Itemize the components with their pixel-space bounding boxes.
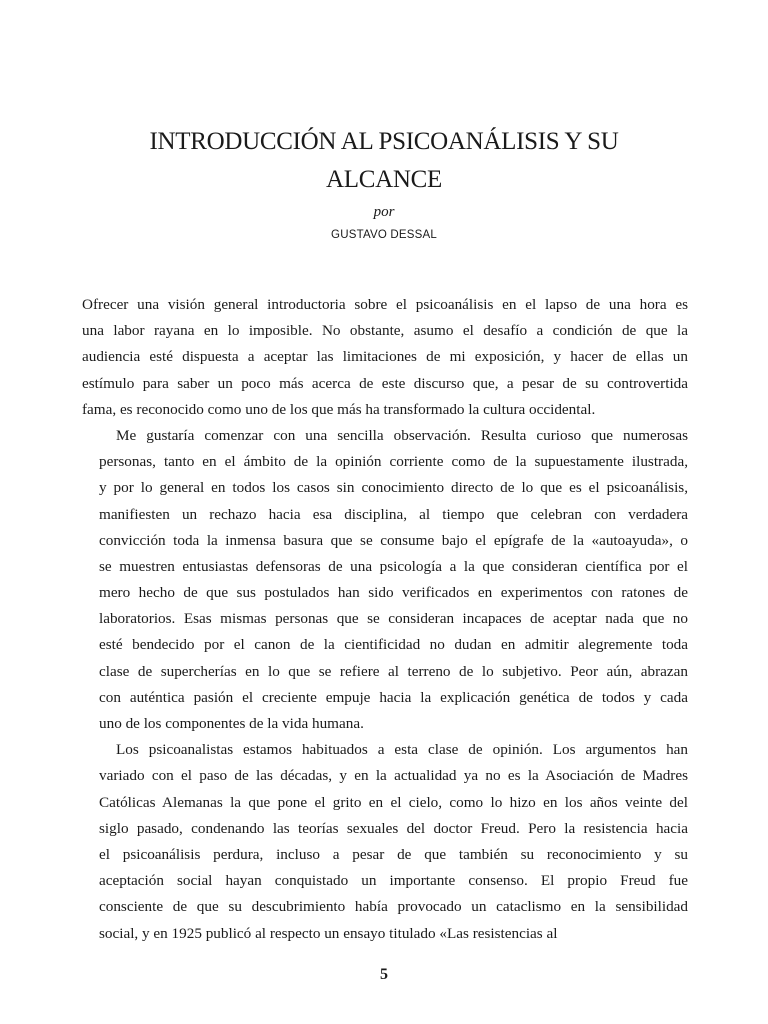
text-line: se muestren entusiastas defensoras de una psicología a la que consideran científica por el <box>99 557 688 575</box>
paragraph <box>82 423 688 737</box>
text-line: fama, es reconocido como uno de los que más ha transformado la cultura occidental. <box>82 400 596 418</box>
text-line: laboratorios. Esas mismas personas que se consideran incapaces de aceptar nada que no <box>99 610 688 628</box>
text-line: mero hecho de que sus postulados han sido verificados en experimentos con ratones de <box>99 584 688 602</box>
text-line: manifiesten un rechazo hacia esa disciplina, al tiempo que celebran con verdadera <box>99 505 688 523</box>
text-line: el psicoanálisis perdura, incluso a pesar de que también su reconocimiento y su <box>99 845 688 863</box>
text-line: esté bendecido por el canon de la cientificidad no dudan en admitir alegremente toda <box>99 636 688 654</box>
text-line: social, y en 1925 publicó al respecto un ensayo titulado «Las resistencias al <box>99 924 558 942</box>
text-line: Los psicoanalistas estamos habituados a esta clase de opinión. Los argumentos han <box>116 741 688 759</box>
text-line: con auténtica pasión el creciente empuje hacia la explicación genética de todos y cada <box>99 688 688 706</box>
text-line: y por lo general en todos los casos sin conocimiento directo de lo que es el psicoanálisis, <box>99 479 688 497</box>
title-line-2: ALCANCE <box>326 166 442 193</box>
text-line: una labor rayana en lo imposible. No obstante, asumo el desafío a condición de que la <box>82 322 688 340</box>
text-line: consciente de que su descubrimiento había provocado un cataclismo en la sensibilidad <box>99 898 688 916</box>
text-line: variado con el paso de las décadas, y en la actualidad ya no es la Asociación de Madres <box>99 767 688 785</box>
title-line-1: INTRODUCCIÓN AL PSICOANÁLISIS Y SU <box>149 128 619 155</box>
body-text <box>82 292 688 947</box>
text-line: convicción toda la inmensa basura que se consume bajo el epígrafe de la «autoayuda», o <box>99 531 688 549</box>
text-line: aceptación social hayan conquistado un importante consenso. El propio Freud fue <box>99 872 688 890</box>
text-line: Ofrecer una visión general introductoria sobre el psicoanálisis en el lapso de una hora es <box>82 296 688 313</box>
paragraph <box>82 737 688 947</box>
text-line: clase de supercherías en lo que se refiere al terreno de lo subjetivo. Peor aún, abrazan <box>99 662 688 680</box>
text-line: siglo pasado, condenando las teorías sexuales del doctor Freud. Pero la resistencia hacia <box>99 819 688 837</box>
text-line: Me gustaría comenzar con una sencilla observación. Resulta curioso que numerosas <box>116 426 688 444</box>
byline: por <box>373 204 395 220</box>
page-number: 5 <box>380 966 388 983</box>
author-name: GUSTAVO DESSAL <box>331 229 437 241</box>
text-line: personas, tanto en el ámbito de la opinión corriente como de la supuestamente ilustrada, <box>99 453 688 471</box>
text-line: uno de los componentes de la vida humana. <box>99 715 364 732</box>
document-title <box>0 123 768 199</box>
text-line: Católicas Alemanas la que pone el grito en el cielo, como lo hizo en los años veinte del <box>99 793 688 811</box>
text-line: estímulo para saber un poco más acerca de este discurso que, a pesar de su controvertida <box>82 374 688 392</box>
text-line: audiencia esté dispuesta a aceptar las limitaciones de mi exposición, y hacer de ellas un <box>82 348 688 366</box>
paragraph <box>82 292 688 423</box>
